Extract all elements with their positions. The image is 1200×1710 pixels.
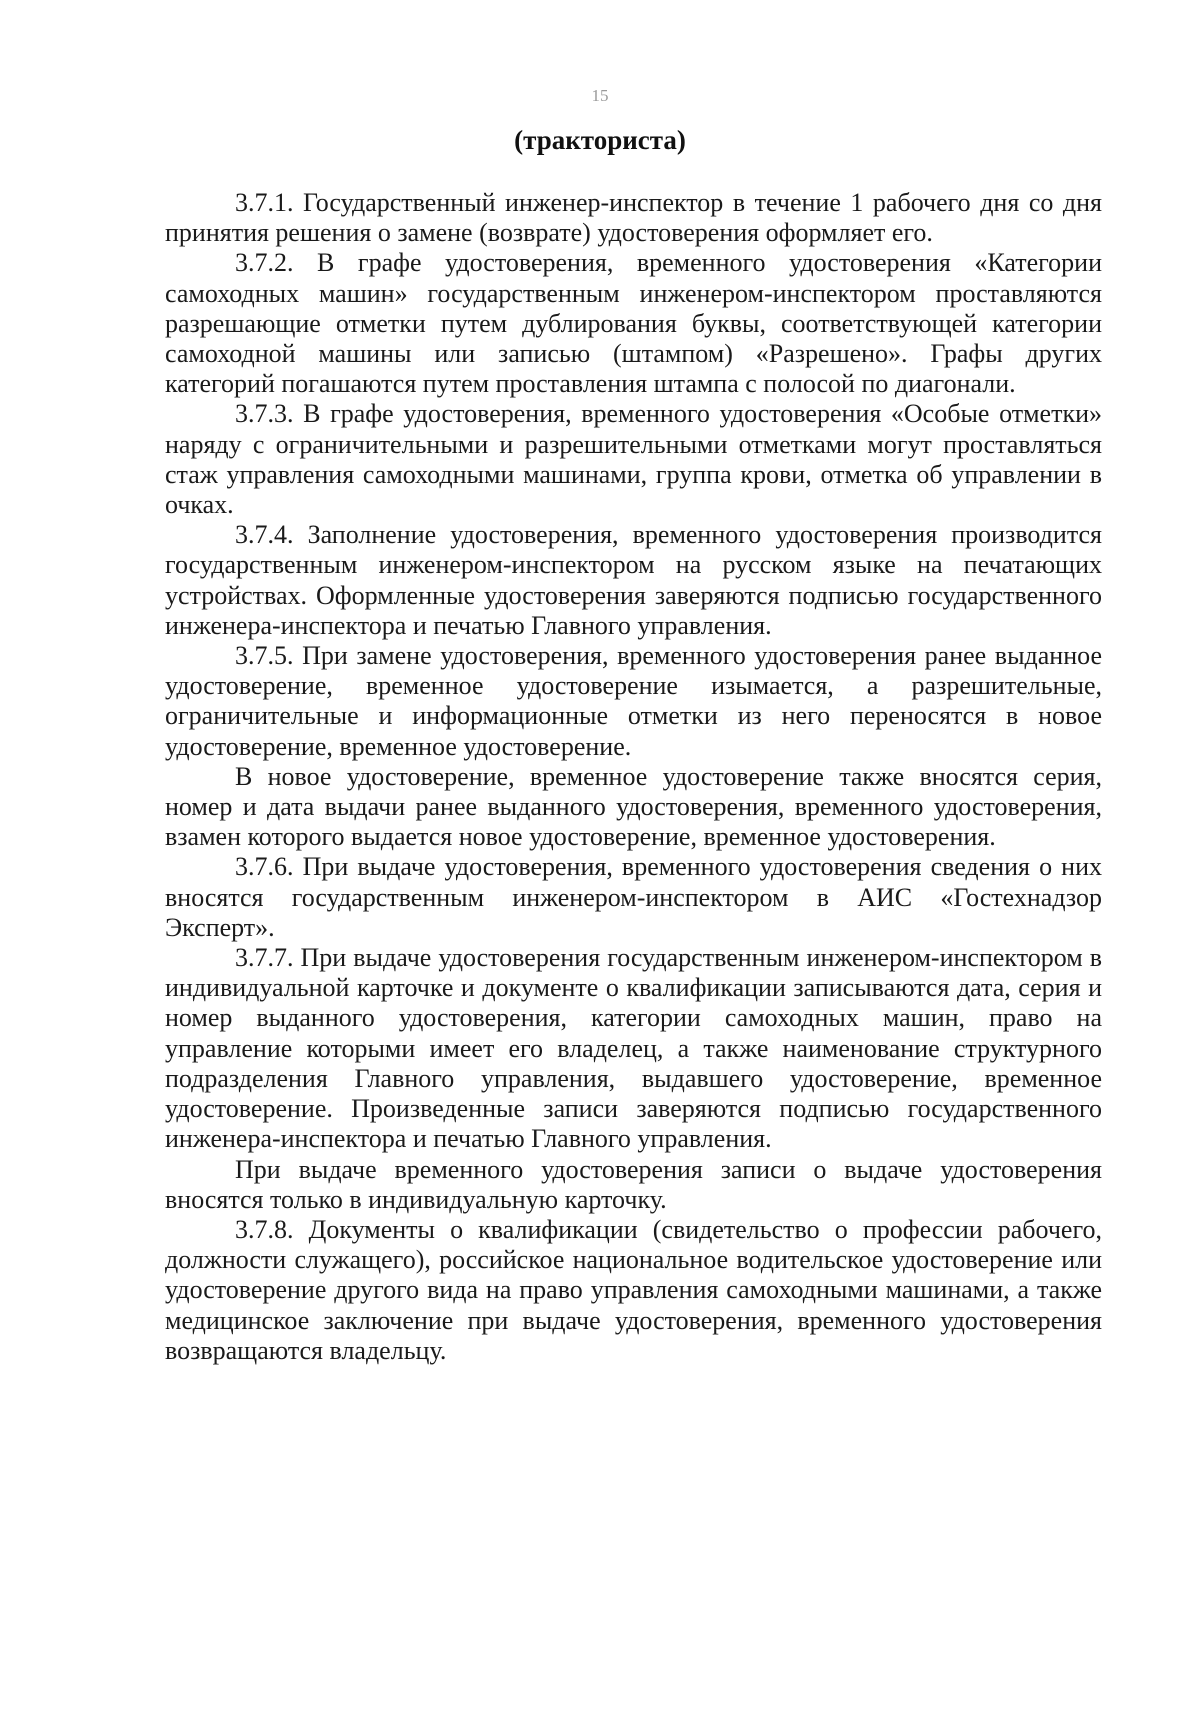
section-heading: (тракториста) [514,125,686,155]
paragraph-3-7-7: 3.7.7. При выдаче удостоверения государственным инженером-инспектором в индивидуальной карточке и документе о квалификации записываются дата, серия и номер выданного удостоверения, категории самоходных машин, право на управление которыми имеет его владелец, а также наименование структурного подразделения Главного управления, выдавшего удостоверение, временное удостоверение. Произведенные записи заверяются подписью государственного инженера-инспектора и печатью Главного управления. [165,943,1102,1154]
paragraph-3-7-2: 3.7.2. В графе удостоверения, временного удостоверения «Категории самоходных машин» государственным инженером-инспектором проставляются разрешающие отметки путем дублирования буквы, соответствующей категории самоходной машины или записью (штампом) «Разрешено». Графы других категорий погашаются путем проставления штампа с полосой по диагонали. [165,248,1102,399]
paragraph-3-7-1: 3.7.1. Государственный инженер-инспектор в течение 1 рабочего дня со дня принятия решения о замене (возврате) удостоверения оформляет его. [165,188,1102,248]
page-number: 15 [591,86,609,105]
paragraph-3-7-8: 3.7.8. Документы о квалификации (свидетельство о профессии рабочего, должности служащего), российское национальное водительское удостоверение или удостоверение другого вида на право управления самоходными машинами, а также медицинское заключение при выдаче удостоверения, временного удостоверения возвращаются владельцу. [165,1214,1102,1365]
paragraph-3-7-5: 3.7.5. При замене удостоверения, временного удостоверения ранее выданное удостоверение, временное удостоверение изымается, а разрешительные, ограничительные и информационные отметки из него переносятся в новое удостоверение, временное удостоверение. [165,641,1102,761]
body-text [165,188,1102,1366]
paragraph-3-7-4: 3.7.4. Заполнение удостоверения, временного удостоверения производится государственным инженером-инспектором на русском языке на печатающих устройствах. Оформленные удостоверения заверяются подписью государственного инженера-инспектора и печатью Главного управления. [165,520,1102,640]
paragraph-3-7-5-continued: В новое удостоверение, временное удостоверение также вносятся серия, номер и дата выдачи ранее выданного удостоверения, временного удостоверения, взамен которого выдается новое удостоверение, временное удостоверения. [165,761,1102,852]
paragraph-3-7-6: 3.7.6. При выдаче удостоверения, временного удостоверения сведения о них вносятся государственным инженером-инспектором в АИС «Гостехнадзор Эксперт». [165,852,1102,942]
paragraph-3-7-7-continued: При выдаче временного удостоверения записи о выдаче удостоверения вносятся только в индивидуальную карточку. [165,1154,1102,1214]
paragraph-3-7-3: 3.7.3. В графе удостоверения, временного удостоверения «Особые отметки» наряду с ограничительными и разрешительными отметками могут проставляться стаж управления самоходными машинами, группа крови, отметка об управлении в очках. [165,399,1102,520]
